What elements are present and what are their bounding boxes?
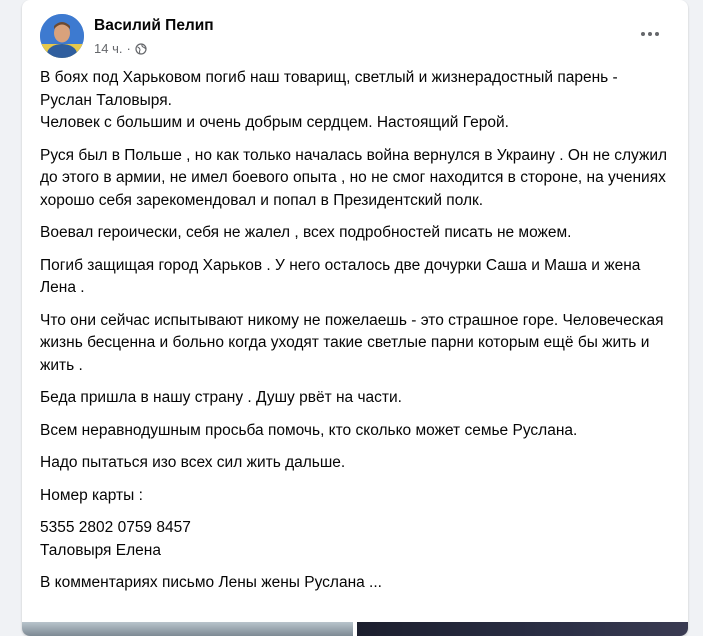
post-paragraph-3: Воевал героически, себя не жалел , всех подробностей писать не можем. xyxy=(40,224,572,241)
post-paragraph-1: В боях под Харьковом погиб наш товарищ, светлый и жизнерадостный парень - Руслан Таловыря. Человек с большим и очень добрым сердцем. Настоящий Герой. xyxy=(40,69,618,131)
post-paragraph-6: Беда пришла в нашу страну . Душу рвёт на части. xyxy=(40,389,402,406)
more-options-icon[interactable] xyxy=(638,26,662,42)
post-time[interactable]: 14 ч. xyxy=(94,41,123,56)
post-paragraph-5: Что они сейчас испытывают никому не пожелаешь - это страшное горе. Человеческая жизнь бесценна и больно когда уходят такие светлые парни которым ещё бы жить и жить . xyxy=(40,311,664,374)
post-paragraph-7: Всем неравнодушным просьба помочь, кто сколько может семье Руслана. xyxy=(40,421,578,439)
post-paragraph-9: Номер карты : xyxy=(40,486,143,504)
post-photo-2[interactable] xyxy=(357,622,688,636)
post-images xyxy=(22,622,688,636)
globe-icon xyxy=(135,43,147,55)
post-paragraph-4: Погиб защищая город Харьков . У него осталось две дочурки Саша и Маша и жена Лена . xyxy=(40,256,641,296)
post-header xyxy=(40,14,670,62)
post-body xyxy=(40,67,670,605)
meta-separator: · xyxy=(126,41,131,56)
author-name[interactable]: Василий Пелип xyxy=(94,17,214,34)
author-avatar[interactable] xyxy=(40,14,84,58)
post-photo-1[interactable] xyxy=(22,622,353,636)
post-paragraph-8: Надо пытаться изо всех сил жить дальше. xyxy=(40,454,346,471)
post-paragraph-11: В комментариях письмо Лены жены Руслана ... xyxy=(40,574,382,591)
avatar-image xyxy=(40,14,84,58)
post-paragraph-10: 5355 2802 0759 8457 Таловыря Елена xyxy=(40,519,191,559)
post-meta xyxy=(94,41,147,56)
post-card xyxy=(22,0,688,636)
post-paragraph-2: Руся был в Польше , но как только началась война вернулся в Украину . Он не служил до этого в армии, не имел боевого опыта , но не смог находится в стороне, на учениях хорошо себя зарекомендовал и попал в Президентский полк. xyxy=(40,146,668,209)
